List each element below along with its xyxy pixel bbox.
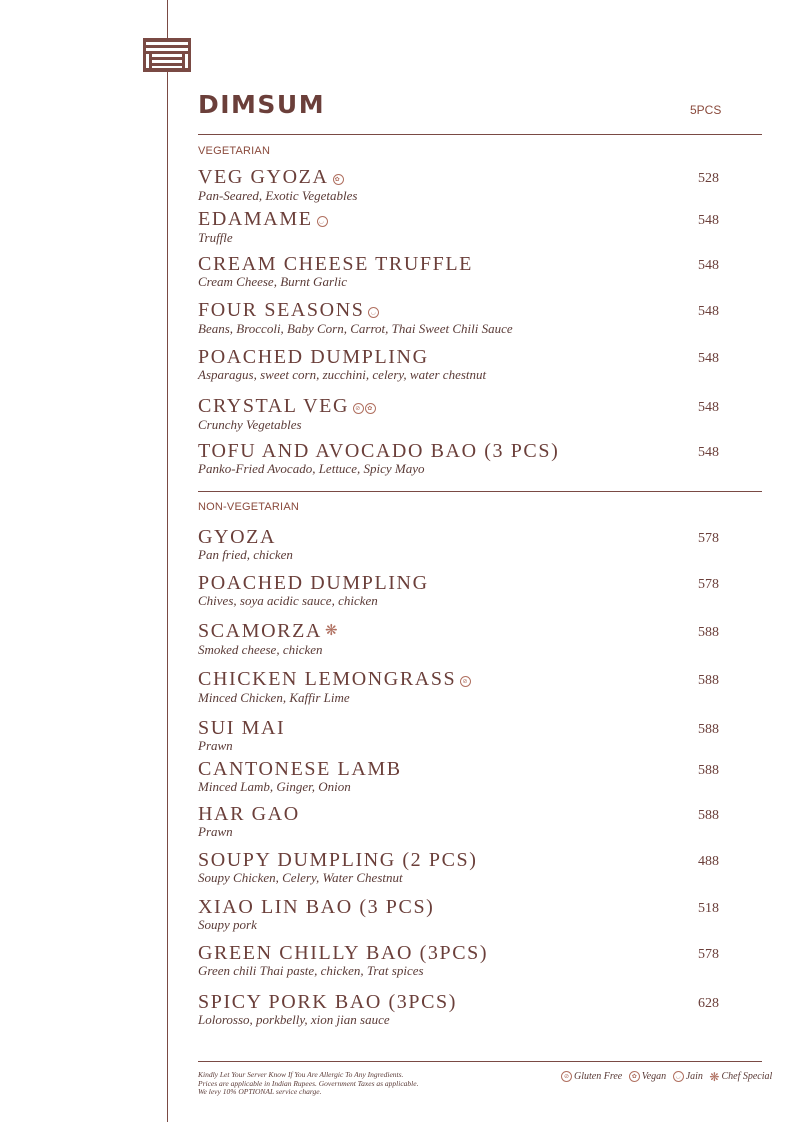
dish-description: Minced Lamb, Ginger, Onion <box>198 779 351 794</box>
footer-divider <box>198 1061 762 1062</box>
menu-item <box>198 441 762 476</box>
dish-name-text: EDAMAME <box>198 208 313 230</box>
allergy-note: Kindly Let Your Server Know If You Are Allergic To Any Ingredients. <box>198 1070 404 1079</box>
dish-name <box>198 396 762 417</box>
dish-name <box>198 441 762 461</box>
dish-name <box>198 209 762 230</box>
menu-item <box>198 300 762 336</box>
jain-icon: ◡ <box>368 307 379 318</box>
dish-name-text: SPICY PORK BAO (3PCS) <box>198 991 458 1013</box>
dish-description: Minced Chicken, Kaffir Lime <box>198 690 350 706</box>
dish-description: Chives, soya acidic sauce, chicken <box>198 593 378 608</box>
dish-name-text: CREAM CHEESE TRUFFLE <box>198 253 473 275</box>
menu-item <box>198 850 762 885</box>
dish-price: 578 <box>698 531 719 546</box>
dish-name-text: SCAMORZA <box>198 620 322 642</box>
menu-item <box>198 804 762 839</box>
dish-price: 548 <box>698 445 719 460</box>
menu-item <box>198 347 762 382</box>
dish-name-text: SUI MAI <box>198 717 286 739</box>
chef-special-icon: ❋ <box>709 1070 720 1084</box>
dish-description: Pan fried, chicken <box>198 547 293 562</box>
dish-price: 588 <box>698 763 719 778</box>
legend-vegan: Vegan <box>641 1071 667 1083</box>
dish-description: Pan-Seared, Exotic Vegetables <box>198 188 358 204</box>
dish-name <box>198 669 762 690</box>
jain-icon: ◡ <box>317 216 328 227</box>
menu-item <box>198 718 762 753</box>
dish-name <box>198 621 762 642</box>
menu-item <box>198 897 762 932</box>
dietary-legend <box>561 1070 776 1084</box>
dish-description: Soupy pork <box>198 917 257 932</box>
dietary-badges <box>353 394 377 414</box>
menu-item <box>198 943 762 978</box>
dish-description: Asparagus, sweet corn, zucchini, celery, water chestnut <box>198 367 487 382</box>
dish-description: Panko-Fried Avocado, Lettuce, Spicy Mayo <box>198 461 425 476</box>
section-heading-vegetarian: VEGETARIAN <box>198 145 271 157</box>
legend-gluten-free: Gluten Free <box>574 1071 623 1083</box>
vegan-icon: ✿ <box>629 1071 640 1082</box>
dietary-badges <box>368 298 380 318</box>
dish-description: Prawn <box>198 738 233 753</box>
section-heading-non-vegetarian: NON-VEGETARIAN <box>198 501 299 513</box>
dish-name-text: GREEN CHILLY BAO (3PCS) <box>198 942 489 964</box>
dish-price: 588 <box>698 722 719 737</box>
dish-description: Lolorosso, porkbelly, xion jian sauce <box>198 1012 390 1027</box>
legend-jain: Jain <box>685 1071 703 1083</box>
divider <box>198 134 762 135</box>
footer-note <box>198 1071 438 1097</box>
restaurant-logo-icon <box>143 38 191 72</box>
menu-item <box>198 254 762 289</box>
chef-special-icon: ❋ <box>324 621 340 640</box>
dish-description: Prawn <box>198 824 233 839</box>
dish-description: Beans, Broccoli, Baby Corn, Carrot, Thai Sweet Chili Sauce <box>198 321 513 337</box>
dish-price: 628 <box>698 996 719 1011</box>
service-charge-note: We levy 10% OPTIONAL service charge. <box>198 1087 322 1096</box>
dietary-badges <box>317 207 329 227</box>
dish-name-text: XIAO LIN BAO (3 PCS) <box>198 896 435 918</box>
dish-price: 548 <box>698 258 719 273</box>
dish-description: Cream Cheese, Burnt Garlic <box>198 274 347 289</box>
vegan-icon: ✿ <box>333 174 344 185</box>
menu-item <box>198 396 762 432</box>
dish-price: 588 <box>698 808 719 823</box>
divider <box>198 491 762 492</box>
menu-item <box>198 621 762 657</box>
dish-description: Green chili Thai paste, chicken, Trat spices <box>198 963 424 978</box>
dish-name <box>198 347 762 367</box>
portion-note: 5PCS <box>690 103 722 117</box>
dish-price: 588 <box>698 673 719 688</box>
dish-name-text: POACHED DUMPLING <box>198 346 429 368</box>
dish-price: 588 <box>698 625 719 640</box>
dish-description: Smoked cheese, chicken <box>198 642 323 658</box>
menu-item <box>198 759 762 794</box>
dish-price: 548 <box>698 400 719 415</box>
dish-description: Soupy Chicken, Celery, Water Chestnut <box>198 870 403 885</box>
menu-item <box>198 527 762 562</box>
dish-name-text: SOUPY DUMPLING (2 PCS) <box>198 849 478 871</box>
jain-icon: ◡ <box>673 1071 684 1082</box>
dish-price: 578 <box>698 577 719 592</box>
dish-name <box>198 943 762 963</box>
vegan-icon: ✿ <box>365 403 376 414</box>
menu-item <box>198 669 762 705</box>
menu-item <box>198 992 762 1027</box>
dish-name-text: HAR GAO <box>198 803 300 825</box>
gluten-free-icon: ⊘ <box>561 1071 572 1082</box>
dish-name-text: TOFU AND AVOCADO BAO (3 PCS) <box>198 440 560 462</box>
dish-name-text: CANTONESE LAMB <box>198 758 402 780</box>
margin-rule <box>167 0 168 1122</box>
dish-name <box>198 850 762 870</box>
dish-name-text: VEG GYOZA <box>198 166 329 188</box>
dish-price: 528 <box>698 171 719 186</box>
dish-name-text: POACHED DUMPLING <box>198 572 429 594</box>
menu-item <box>198 209 762 245</box>
dish-name <box>198 759 762 779</box>
dietary-badges <box>333 165 345 185</box>
dish-name <box>198 718 762 738</box>
menu-item <box>198 573 762 608</box>
dish-price: 578 <box>698 947 719 962</box>
dish-price: 488 <box>698 854 719 869</box>
tax-note: Prices are applicable in Indian Rupees. Government Taxes as applicable. <box>198 1078 419 1088</box>
gluten-free-icon: ⊘ <box>460 676 471 687</box>
dish-name-text: FOUR SEASONS <box>198 299 365 321</box>
dish-price: 518 <box>698 901 719 916</box>
legend-chef-special: Chef Special <box>721 1071 773 1083</box>
dish-name <box>198 573 762 593</box>
dish-name-text: GYOZA <box>198 526 276 548</box>
menu-item <box>198 167 762 203</box>
dish-name-text: CRYSTAL VEG <box>198 395 350 417</box>
dish-name-text: CHICKEN LEMONGRASS <box>198 668 457 690</box>
dish-description: Crunchy Vegetables <box>198 417 302 433</box>
dietary-badges <box>460 667 472 687</box>
dish-name <box>198 527 762 547</box>
dish-name <box>198 897 762 917</box>
dish-description: Truffle <box>198 230 233 246</box>
gluten-free-icon: ⊘ <box>353 403 364 414</box>
page-title: DIMSUM <box>198 90 326 119</box>
dish-price: 548 <box>698 351 719 366</box>
dish-name <box>198 992 762 1012</box>
dish-name <box>198 804 762 824</box>
dish-name <box>198 254 762 274</box>
dish-price: 548 <box>698 213 719 228</box>
dish-name <box>198 300 762 321</box>
dish-price: 548 <box>698 304 719 319</box>
dish-name <box>198 167 762 188</box>
